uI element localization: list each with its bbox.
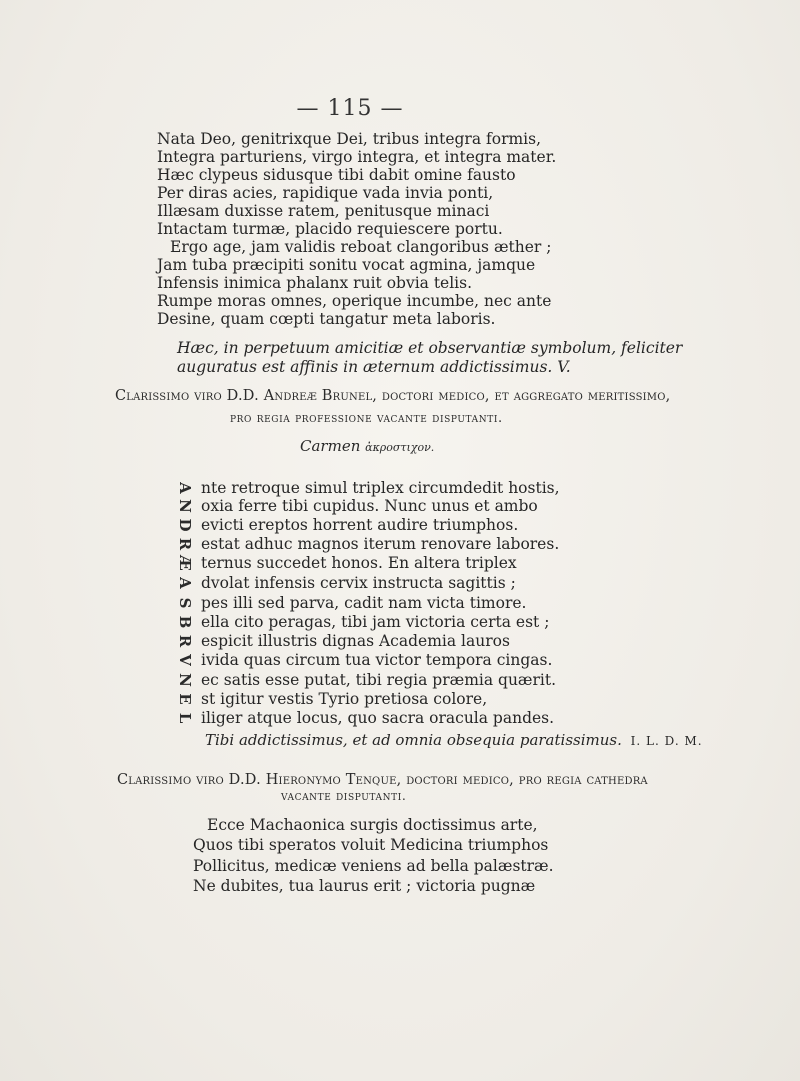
acrostic-line bbox=[175, 535, 559, 553]
acrostic-text: ella cito peragas, tibi jam victoria certa est ; bbox=[201, 613, 550, 631]
acrostic-line bbox=[175, 709, 554, 727]
acrostic-line bbox=[175, 554, 517, 572]
poem-1-dedication: auguratus est affinis in æternum addictissimus. V. bbox=[177, 358, 571, 376]
acrostic-text: dvolat infensis cervix instructa sagittis ; bbox=[201, 574, 516, 592]
acrostic-letter: N bbox=[176, 673, 194, 687]
acrostic-letter: R bbox=[176, 537, 194, 551]
page-number: — 115 — bbox=[296, 96, 404, 121]
acrostic-line bbox=[175, 497, 538, 515]
acrostic-line bbox=[175, 671, 556, 689]
acrostic-letter: V bbox=[176, 654, 194, 666]
section-3-line: Ne dubites, tua laurus erit ; victoria pugnæ bbox=[193, 877, 536, 895]
poem-1-line: Hæc clypeus sidusque tibi dabit omine fausto bbox=[157, 166, 516, 184]
acrostic-letter: D bbox=[176, 518, 194, 532]
signature-initials: I. L. D. M. bbox=[630, 734, 703, 748]
acrostic-line bbox=[175, 479, 560, 497]
carmen-greek: ἀκροστιχον. bbox=[365, 441, 435, 454]
acrostic-letter: R bbox=[176, 634, 194, 648]
poem-1-line: Infensis inimica phalanx ruit obvia telis. bbox=[157, 274, 473, 292]
acrostic-text: st igitur vestis Tyrio pretiosa colore, bbox=[201, 690, 488, 708]
carmen-title bbox=[300, 437, 434, 455]
acrostic-letter: A bbox=[176, 482, 194, 494]
acrostic-line bbox=[175, 651, 552, 669]
acrostic-line bbox=[175, 574, 516, 592]
acrostic-line bbox=[175, 613, 549, 631]
poem-1-line: Ergo age, jam validis reboat clangoribus æther ; bbox=[170, 238, 552, 256]
section-2-heading: Clarissimo viro D.D. Andreæ Brunel, doctori medico, et aggregato meritissimo, bbox=[115, 388, 671, 404]
signature-text: Tibi addictissimus, et ad omnia obsequia paratissimus. bbox=[205, 731, 622, 749]
poem-1-line: Intactam turmæ, placido requiescere portu. bbox=[157, 220, 503, 238]
section-3-line: Ecce Machaonica surgis doctissimus arte, bbox=[207, 816, 538, 834]
acrostic-text: ec satis esse putat, tibi regia præmia quærit. bbox=[201, 671, 557, 689]
acrostic-text: oxia ferre tibi cupidus. Nunc unus et ambo bbox=[201, 497, 538, 515]
acrostic-line bbox=[175, 594, 526, 612]
section-3-line: Quos tibi speratos voluit Medicina triumphos bbox=[193, 836, 549, 854]
acrostic-text: espicit illustris dignas Academia lauros bbox=[201, 632, 510, 650]
acrostic-line bbox=[175, 516, 518, 534]
poem-1-line: Jam tuba præcipiti sonitu vocat agmina, jamque bbox=[157, 256, 536, 274]
acrostic-text: iliger atque locus, quo sacra oracula pandes. bbox=[201, 709, 555, 727]
poem-1-line: Nata Deo, genitrixque Dei, tribus integra formis, bbox=[157, 130, 542, 148]
section-3-heading: Clarissimo viro D.D. Hieronymo Tenque, doctori medico, pro regia cathedra bbox=[117, 772, 648, 788]
carmen-label: Carmen bbox=[300, 437, 361, 455]
section-2-signature bbox=[205, 731, 703, 750]
acrostic-text: nte retroque simul triplex circumdedit hostis, bbox=[201, 479, 560, 497]
acrostic-line bbox=[175, 632, 510, 650]
acrostic-text: evicti ereptos horrent audire triumphos. bbox=[201, 516, 519, 534]
acrostic-text: ivida quas circum tua victor tempora cingas. bbox=[201, 651, 553, 669]
poem-1-dedication: Hæc, in perpetuum amicitiæ et observantiæ symbolum, feliciter bbox=[177, 339, 683, 357]
acrostic-letter: S bbox=[176, 597, 194, 609]
acrostic-text: ternus succedet honos. En altera triplex bbox=[201, 554, 517, 572]
acrostic-text: estat adhuc magnos iterum renovare labores. bbox=[201, 535, 560, 553]
section-3-subheading: vacante disputanti. bbox=[281, 788, 407, 803]
acrostic-line bbox=[175, 690, 487, 708]
acrostic-letter: L bbox=[176, 712, 194, 724]
acrostic-letter: E bbox=[176, 693, 194, 705]
poem-1-line: Rumpe moras omnes, operique incumbe, nec ante bbox=[157, 292, 552, 310]
acrostic-letter: N bbox=[176, 499, 194, 513]
acrostic-letter: B bbox=[176, 615, 194, 629]
section-2-subheading: pro regia professione vacante disputanti. bbox=[230, 411, 503, 426]
acrostic-letter: Æ bbox=[176, 555, 194, 571]
section-3-line: Pollicitus, medicæ veniens ad bella palæstræ. bbox=[193, 857, 554, 875]
poem-1-line: Illæsam duxisse ratem, penitusque minaci bbox=[157, 202, 490, 220]
acrostic-letter: A bbox=[176, 577, 194, 589]
poem-1-line: Per diras acies, rapidique vada invia ponti, bbox=[157, 184, 494, 202]
acrostic-text: pes illi sed parva, cadit nam victa timore. bbox=[201, 594, 527, 612]
poem-1-line: Desine, quam cœpti tangatur meta laboris. bbox=[157, 310, 496, 328]
poem-1-line: Integra parturiens, virgo integra, et integra mater. bbox=[157, 148, 557, 166]
